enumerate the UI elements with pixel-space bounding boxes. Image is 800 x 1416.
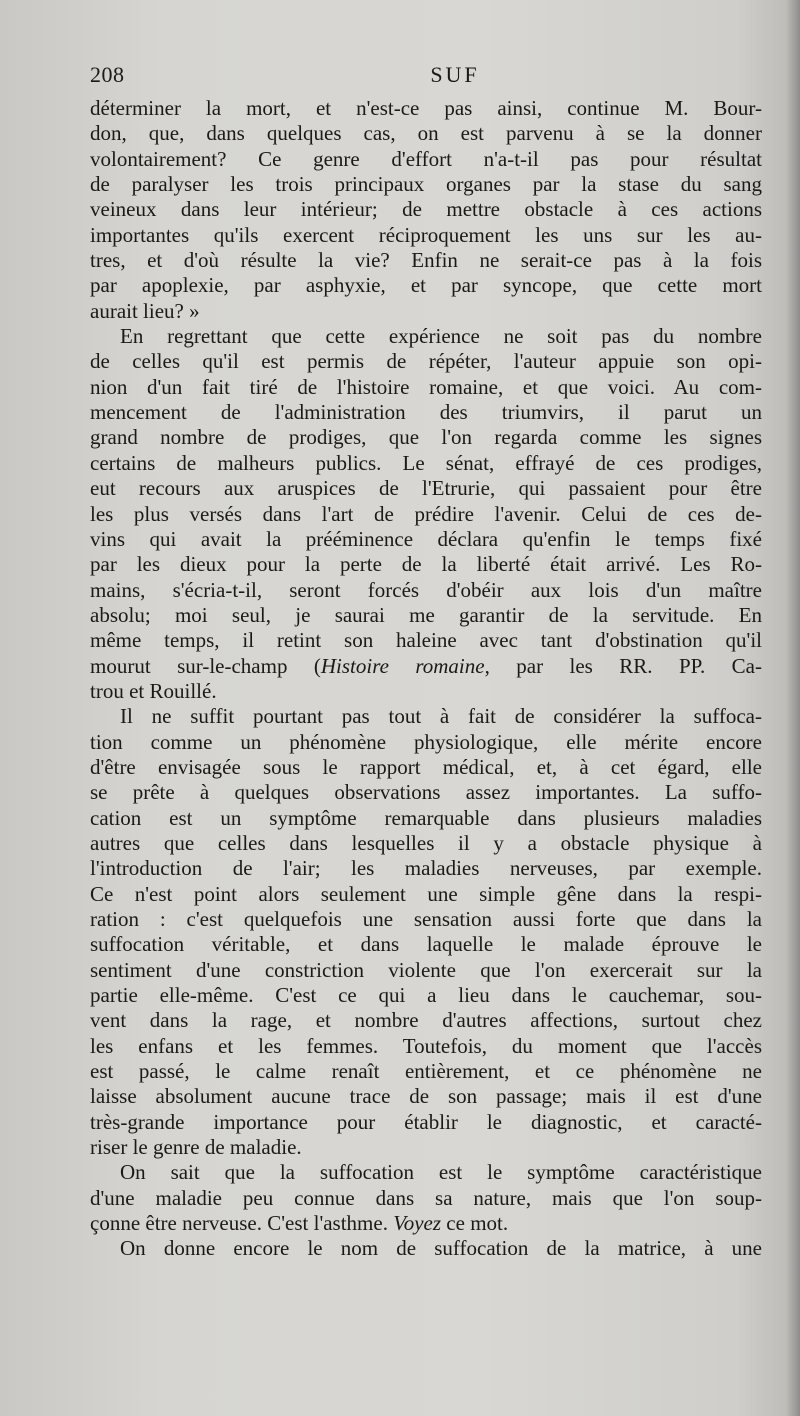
text-line <box>90 349 762 374</box>
text-line <box>90 1084 762 1109</box>
text-line-segment: , par les RR. PP. Ca- <box>484 653 762 678</box>
text-line-segment: Ce n'est point alors seulement une simple gêne dans la respi- <box>90 881 762 906</box>
text-line-segment: importantes qu'ils exercent réciproquement les uns sur les au- <box>90 222 762 247</box>
text-line <box>90 730 762 755</box>
text-line-segment: est passé, le calme renaît entièrement, et ce phénomène ne <box>90 1059 762 1084</box>
text-line-segment: vins qui avait la prééminence déclara qu'enfin le temps fixé <box>90 526 762 551</box>
text-line-segment: vent dans la rage, et nombre d'autres affections, surtout chez <box>90 1008 762 1033</box>
text-line <box>90 248 762 273</box>
text-line-segment: absolu; moi seul, je saurai me garantir de la servitude. En <box>90 602 762 627</box>
text-line-segment: d'être envisagée sous le rapport médical, et, à cet égard, elle <box>90 754 762 779</box>
text-line-segment: très-grande importance pour établir le diagnostic, et caracté- <box>90 1109 762 1134</box>
text-line <box>90 527 762 552</box>
text-line <box>90 223 762 248</box>
text-line-segment: veineux dans leur intérieur; de mettre obstacle à ces actions <box>90 197 762 222</box>
text-line <box>90 502 762 527</box>
text-line-segment: Il ne suffit pourtant pas tout à fait de considérer la suffoca- <box>120 704 762 729</box>
text-line-segment: même temps, il retint son haleine avec tant d'obstination qu'il <box>90 628 762 653</box>
text-line <box>90 476 762 501</box>
text-line <box>90 1034 762 1059</box>
text-line-segment: se prête à quelques observations assez importantes. La suffo- <box>90 780 762 805</box>
text-line <box>90 552 762 577</box>
text-line-segment: On donne encore le nom de suffocation de la matrice, à une <box>120 1236 762 1261</box>
text-line <box>90 1110 762 1135</box>
text-line <box>90 172 762 197</box>
text-line <box>90 654 762 679</box>
text-line-segment: volontairement? Ce genre d'effort n'a-t-il pas pour résultat <box>90 146 762 171</box>
text-line <box>90 932 762 957</box>
body-text <box>90 96 762 1262</box>
text-line-segment: En regrettant que cette expérience ne soit pas du nombre <box>120 324 762 349</box>
text-line-segment: riser le genre de maladie. <box>90 1135 302 1160</box>
text-line <box>90 806 762 831</box>
italic-title: Histoire romaine <box>320 653 485 678</box>
text-line <box>90 1160 762 1185</box>
text-line-segment: eut recours aux aruspices de l'Etrurie, qui passaient pour être <box>90 476 762 501</box>
text-line-segment: par les dieux pour la perte de la liberté était arrivé. Les Ro- <box>90 552 762 577</box>
text-line <box>90 1135 762 1160</box>
text-line-segment: autres que celles dans lesquelles il y a obstacle physique à <box>90 830 762 855</box>
text-line-segment: On sait que la suffocation est le symptôme caractéristique <box>120 1160 762 1185</box>
text-line-segment: partie elle-même. C'est ce qui a lieu dans le cauchemar, sou- <box>90 983 762 1008</box>
text-line <box>90 679 762 704</box>
text-line <box>90 628 762 653</box>
text-line <box>90 907 762 932</box>
text-line <box>90 197 762 222</box>
text-line-segment: suffocation véritable, et dans laquelle le malade éprouve le <box>90 932 762 957</box>
text-line <box>90 1008 762 1033</box>
text-line <box>90 1186 762 1211</box>
text-line <box>90 856 762 881</box>
text-line-segment: les enfans et les femmes. Toutefois, du moment que l'accès <box>90 1033 762 1058</box>
text-line-segment: grand nombre de prodiges, que l'on regarda comme les signes <box>90 425 762 450</box>
text-line-segment: déterminer la mort, et n'est-ce pas ainsi, continue M. Bour- <box>90 96 762 120</box>
text-line-segment: les plus versés dans l'art de prédire l'avenir. Celui de ces de- <box>90 501 762 526</box>
text-line-segment: aurait lieu? » <box>90 298 200 323</box>
text-line <box>90 375 762 400</box>
text-line <box>90 451 762 476</box>
text-line-segment: mains, s'écria-t-il, seront forcés d'obéir aux lois d'un maître <box>90 577 762 602</box>
page-header <box>90 62 760 92</box>
text-line <box>90 147 762 172</box>
text-line-segment: certains de malheurs publics. Le sénat, effrayé de ces prodiges, <box>90 450 762 475</box>
text-line <box>90 1059 762 1084</box>
text-line <box>90 273 762 298</box>
page-number: 208 <box>90 62 125 87</box>
text-line-segment: cation est un symptôme remarquable dans plusieurs maladies <box>90 805 762 830</box>
text-line-segment: tion comme un phénomène physiologique, elle mérite encore <box>90 729 762 754</box>
text-line <box>90 780 762 805</box>
text-line-segment: trou et Rouillé. <box>90 678 217 703</box>
text-line <box>90 324 762 349</box>
text-line-segment: par apoplexie, par asphyxie, et par syncope, que cette mort <box>90 273 762 298</box>
text-line-segment: de paralyser les trois principaux organes par la stase du sang <box>90 172 762 197</box>
text-line-segment: nion d'un fait tiré de l'histoire romaine, et que voici. Au com- <box>90 374 762 399</box>
text-line <box>90 603 762 628</box>
text-line <box>90 299 762 324</box>
text-line <box>90 96 762 121</box>
text-line-segment: mencement de l'administration des triumvirs, il parut un <box>90 400 762 425</box>
text-line <box>90 704 762 729</box>
text-line-segment: laisse absolument aucune trace de son passage; mais il est d'une <box>90 1084 762 1109</box>
text-line-segment: sentiment d'une constriction violente que l'on exercerait sur la <box>90 957 762 982</box>
text-line-segment: d'une maladie peu connue dans sa nature, mais que l'on soup- <box>90 1185 762 1210</box>
text-line <box>90 578 762 603</box>
running-head: SUF <box>430 62 480 87</box>
page-edge-shadow <box>786 0 800 1416</box>
text-line <box>90 1236 762 1261</box>
text-line <box>90 831 762 856</box>
text-line <box>90 400 762 425</box>
text-line-segment: l'introduction de l'air; les maladies nerveuses, par exemple. <box>90 856 762 881</box>
text-line <box>90 882 762 907</box>
text-line-segment: çonne être nerveuse. C'est l'asthme. <box>90 1211 394 1236</box>
text-line-segment: ration : c'est quelquefois une sensation aussi forte que dans la <box>90 907 762 931</box>
text-line-segment: mourut sur-le-champ ( <box>90 653 321 678</box>
text-line <box>90 425 762 450</box>
text-line <box>90 983 762 1008</box>
text-line-segment: don, que, dans quelques cas, on est parvenu à se la donner <box>90 121 762 146</box>
text-line-segment: tres, et d'où résulte la vie? Enfin ne serait-ce pas à la fois <box>90 248 762 273</box>
italic-title: Voyez <box>393 1211 442 1236</box>
text-line <box>90 1211 762 1236</box>
text-line <box>90 958 762 983</box>
text-line-segment: ce mot. <box>441 1211 509 1236</box>
text-line-segment: de celles qu'il est permis de répéter, l'auteur appuie son opi- <box>90 349 762 374</box>
text-line <box>90 755 762 780</box>
text-line <box>90 121 762 146</box>
